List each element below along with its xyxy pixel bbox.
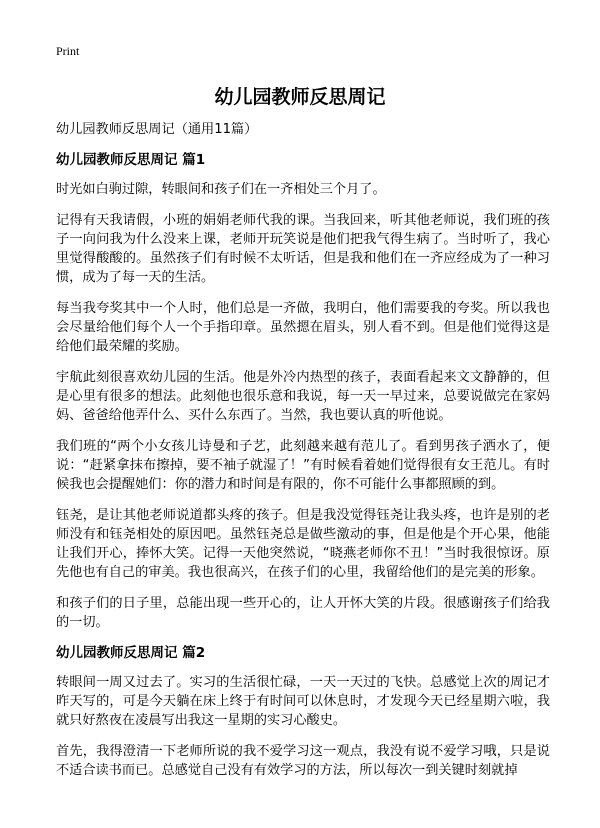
page-title: 幼儿园教师反思周记: [214, 86, 386, 108]
paragraph: 和孩子们的日子里，总能出现一些开心的，让人开怀大笑的片段。很感谢孩子们给我的一切。: [56, 596, 550, 630]
paragraph: 首先，我得澄清一下老师所说的我不爱学习这一观点，我没有说不爱学习哦，只是说不适合读书而已。总感觉自己没有有效学习的方法，所以每次一到关键时刻就掉: [56, 744, 550, 778]
section-heading: 幼儿园教师反思周记 篇2: [56, 645, 206, 661]
print-link[interactable]: Print: [56, 44, 80, 58]
paragraph: 时光如白驹过隙，转眼间和孩子们在一齐相处三个月了。: [56, 182, 386, 197]
document-subtitle: 幼儿园教师反思周记（通用11篇）: [56, 122, 258, 137]
section-2: [56, 644, 550, 780]
section-heading: 幼儿园教师反思周记 篇1: [56, 152, 206, 168]
paragraph: 我们班的“两个小女孩儿诗曼和子艺，此刻越来越有范儿了。看到男孩子洒水了，便说：“赶紧拿抹布擦掉，要不袖子就湿了！”有时候看着她们觉得很有女王范儿。有时候我也会提醒她们：你的潜力和时间是有限的，你不可能什么事都照顾的到。: [56, 439, 550, 492]
document-body: [56, 120, 550, 792]
paragraph: 宇航此刻很喜欢幼儿园的生活。他是外冷内热型的孩子，表面看起来文文静静的，但是心里有很多的想法。此刻他也很乐意和我说，每一天一早过来，总要说做完在家妈妈、爸爸给他弄什么、买什么东西了。当然，我也要认真的听他说。: [56, 370, 550, 423]
paragraph: 转眼间一周又过去了。实习的生活很忙碌，一天一天过的飞快。总感觉上次的周记才昨天写的，可是今天躺在床上终于有时间可以休息时，才发现今天已经星期六啦，我就只好熬夜在凌晨写出我这一星期的实习心酸史。: [56, 675, 550, 728]
paragraph: 每当我夸奖其中一个人时，他们总是一齐做，我明白，他们需要我的夸奖。所以我也会尽量给他们每个人一个手指印章。虽然摁在眉头，别人看不到。但是他们觉得这是给他们最荣耀的奖励。: [56, 301, 550, 354]
section-1: [56, 151, 550, 632]
paragraph: 钰尧，是让其他老师说道都头疼的孩子。但是我没觉得钰尧让我头疼，也许是别的老师没有和钰尧相处的原因吧。虽然钰尧总是做些激动的事，但是他是个开心果，他能让我们开心，捧怀大笑。记得一天他突然说，“晓燕老师你不丑！”当时我很惊讶。原先他也有自己的审美。我也很高兴，在孩子们的心里，我留给他们的是完美的形象。: [56, 508, 550, 580]
paragraph: 记得有天我请假，小班的娟娟老师代我的课。当我回来，听其他老师说，我们班的孩子一向问我为什么没来上课，老师开玩笑说是他们把我气得生病了。当时听了，我心里觉得酸酸的。虽然孩子们有时候不太听话，但是我和他们在一齐应经成为了一种习惯，成为了每一天的生活。: [56, 213, 550, 285]
